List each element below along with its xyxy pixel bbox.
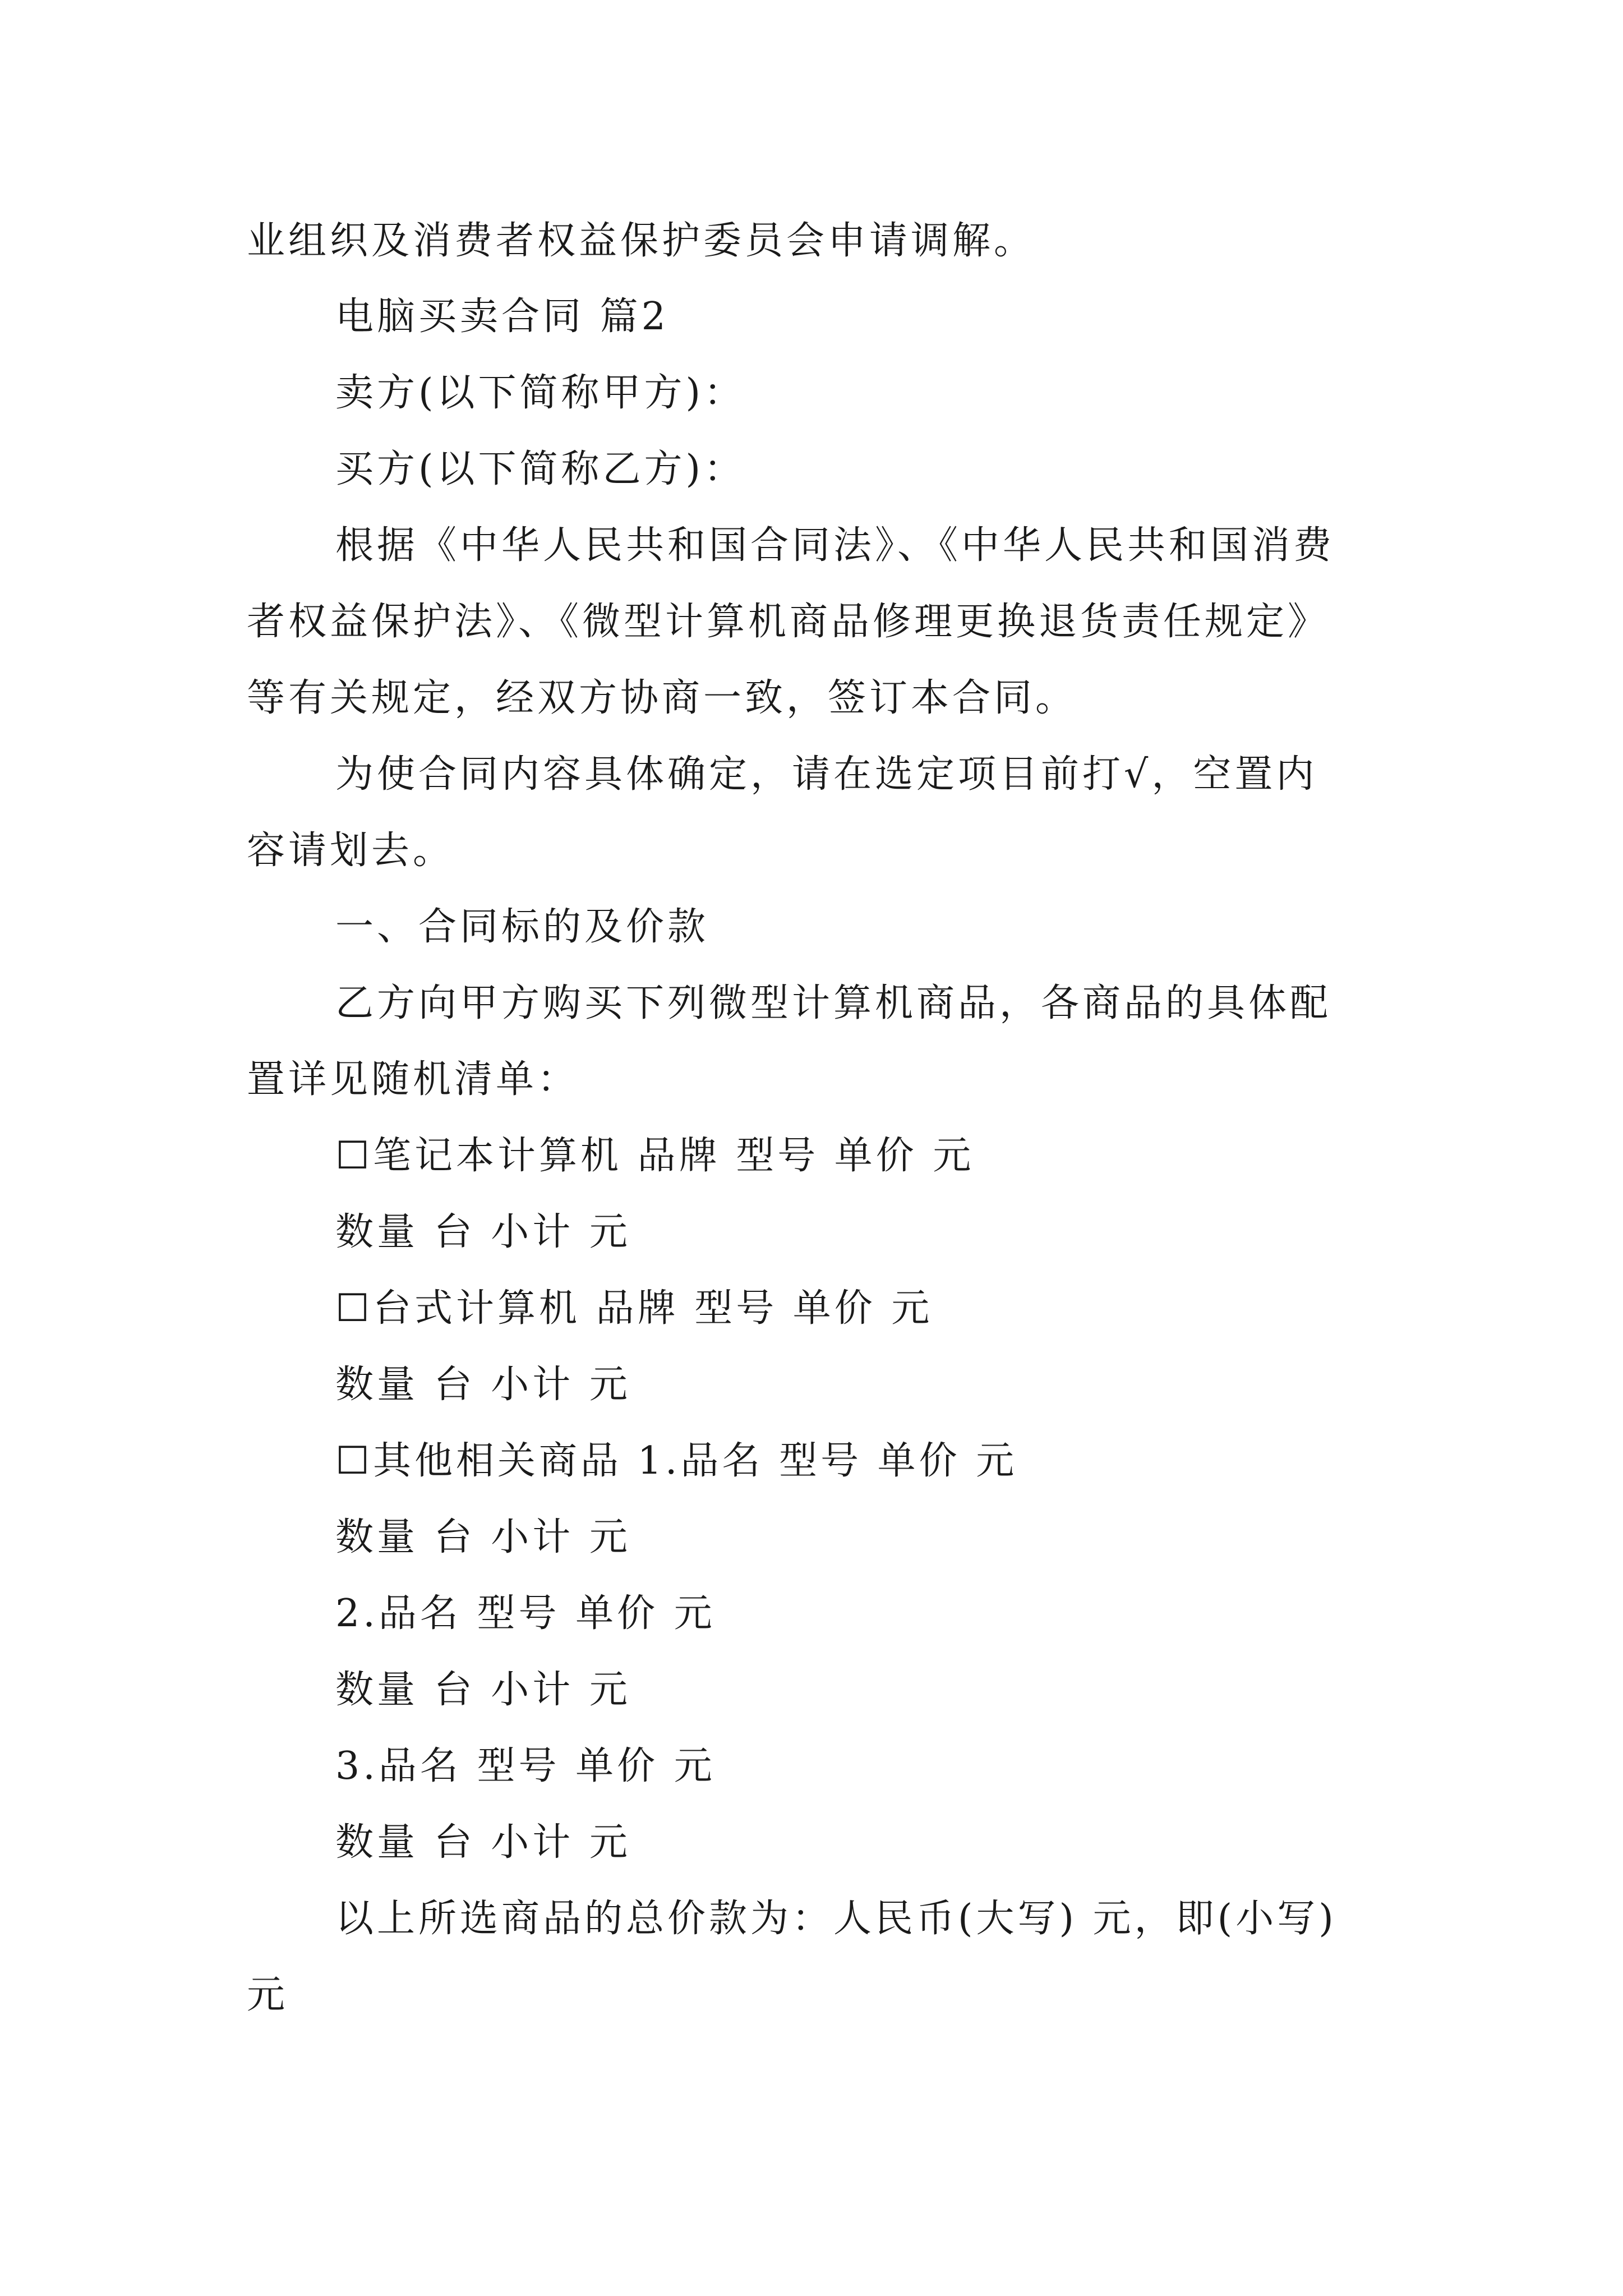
total-price-line: 以上所选商品的总价款为：人民币(大写) 元，即(小写): [335, 1897, 1337, 1941]
item-other-qty: 数量 台 小计 元: [335, 1515, 631, 1559]
text-line-8: 为使合同内容具体确定，请在选定项目前打√，空置内: [335, 752, 1318, 797]
text-line-11: 乙方向甲方购买下列微型计算机商品，各商品的具体配: [335, 981, 1332, 1025]
item-3-qty: 数量 台 小计 元: [335, 1820, 631, 1865]
item-laptop: ☐笔记本计算机 品牌 型号 单价 元: [335, 1134, 975, 1178]
item-2: 2.品名 型号 单价 元: [335, 1591, 716, 1636]
item-desktop-qty: 数量 台 小计 元: [335, 1363, 631, 1407]
item-other: ☐其他相关商品 1.品名 型号 单价 元: [335, 1439, 1018, 1483]
item-desktop: ☐台式计算机 品牌 型号 单价 元: [335, 1286, 933, 1331]
section-heading: 电脑买卖合同 篇2: [335, 295, 669, 339]
seller-line: 卖方(以下简称甲方)：: [335, 371, 746, 415]
buyer-line: 买方(以下简称乙方)：: [335, 447, 746, 491]
total-price-unit: 元: [247, 1973, 289, 2017]
clause-heading: 一、合同标的及价款: [335, 905, 709, 949]
text-line-1: 业组织及消费者权益保护委员会申请调解。: [247, 219, 1036, 263]
text-line-12: 置详见随机清单：: [247, 1057, 579, 1102]
item-3: 3.品名 型号 单价 元: [335, 1744, 716, 1788]
item-laptop-qty: 数量 台 小计 元: [335, 1210, 631, 1254]
text-line-6: 者权益保护法》、《微型计算机商品修理更换退货责任规定》: [247, 600, 1330, 644]
item-2-qty: 数量 台 小计 元: [335, 1668, 631, 1712]
text-line-7: 等有关规定，经双方协商一致，签订本合同。: [247, 676, 1077, 720]
text-line-9: 容请划去。: [247, 829, 455, 873]
text-line-5: 根据《中华人民共和国合同法》、《中华人民共和国消费: [335, 523, 1335, 568]
